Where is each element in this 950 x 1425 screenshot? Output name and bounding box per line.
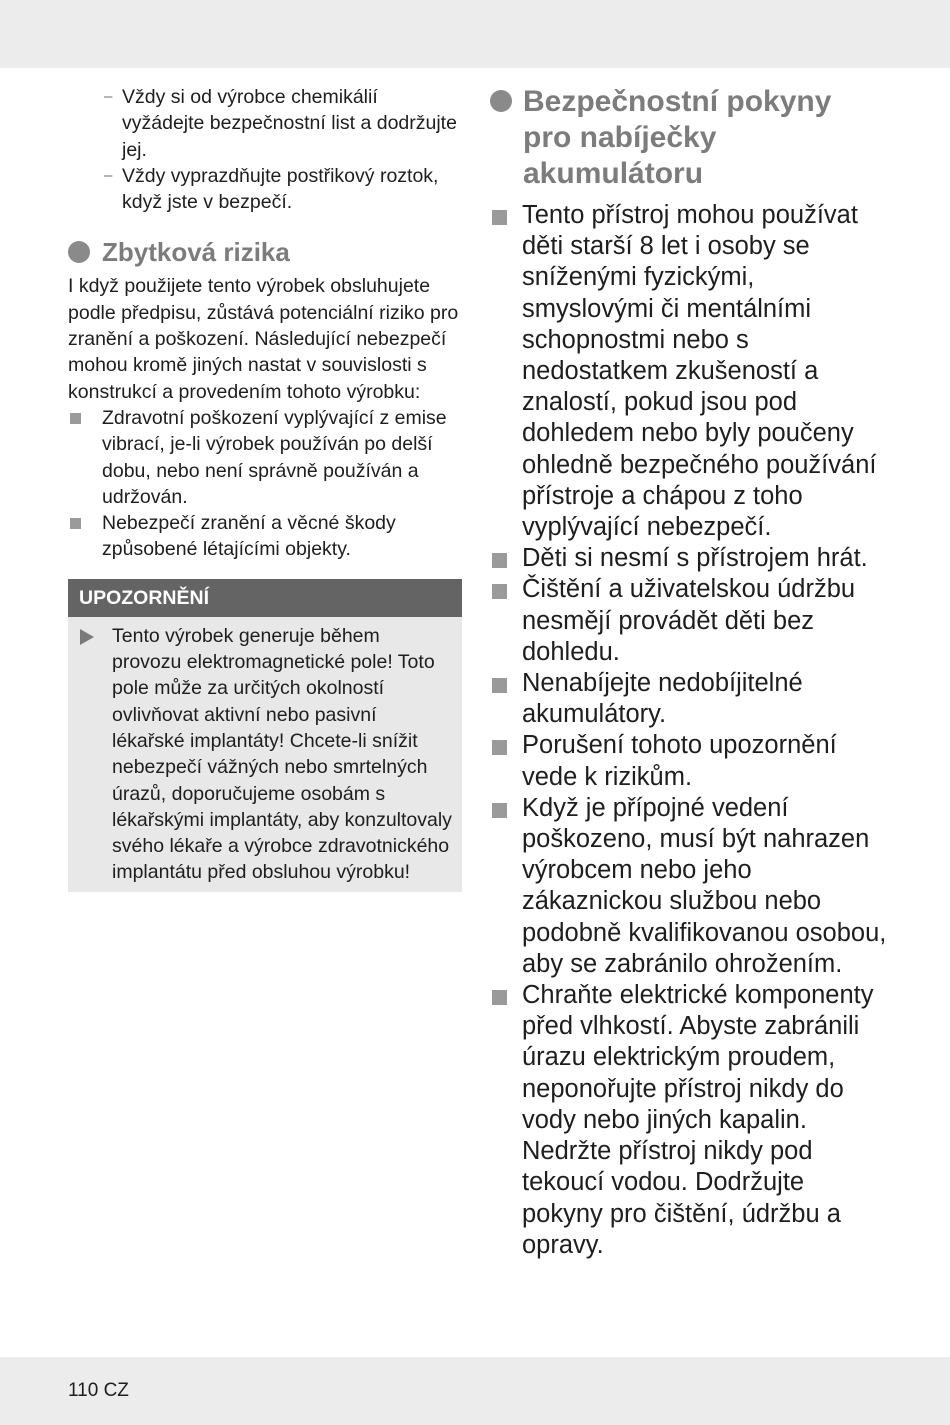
dash-item: – Vždy si od výrobce chemikálií vyžádejte bezpečnostní list a dodržujte jej. (122, 84, 462, 163)
list-item (490, 574, 890, 668)
square-bullet-icon (492, 990, 507, 1005)
heading-bullet-icon (490, 90, 512, 112)
square-bullet-icon (492, 803, 507, 818)
warning-body (68, 617, 462, 892)
list-item-text: Chraňte elektrické komponenty před vlhkostí. Abyste zabránili úrazu elektrickým proudem, neponořujte přístroj nikdy do vody nebo jiných kapalin. Nedržte přístroj nikdy pod tekoucí vodou. Dodržujte pokyny pro čištění, údržbu a opravy. (522, 981, 874, 1259)
triangle-bullet-icon (80, 629, 94, 645)
section-heading-charger-safety (490, 84, 890, 192)
list-item-text: Děti si nesmí s přístrojem hrát. (522, 544, 868, 573)
dash-item: – Vždy vyprazdňujte postřikový roztok, když jste v bezpečí. (122, 163, 462, 216)
section-heading-text: Bezpečnostní pokyny pro nabíječky akumulátoru (523, 85, 832, 190)
square-bullet-icon (492, 678, 507, 693)
list-item-text: Tento přístroj mohou používat děti starší 8 let i osoby se sníženými fyzickými, smyslovými či mentálními schopnostmi nebo s nedostatkem zkušeností a znalostí, pokud jsou pod dohledem nebo byly poučeny ohledně bezpečného používání přístroje a chápou z toho vyplývající nebezpečí. (522, 201, 877, 542)
list-item (68, 405, 462, 510)
list-item-text: Čištění a uživatelskou údržbu nesmějí provádět děti bez dohledu. (522, 575, 856, 666)
list-item-text: Nenabíjejte nedobíjitelné akumulátory. (522, 669, 803, 729)
charger-safety-list (490, 200, 890, 1261)
list-item (490, 793, 890, 980)
page-number: 110 CZ (68, 1380, 129, 1401)
list-item (490, 543, 890, 574)
square-bullet-icon (492, 584, 507, 599)
dash-list (68, 84, 462, 215)
square-bullet-icon (492, 740, 507, 755)
right-column (490, 84, 890, 1261)
list-item (490, 200, 890, 543)
list-item-text: Porušení tohoto upozornění vede k rizikům. (522, 731, 837, 791)
page-header-band (0, 0, 950, 68)
left-column (68, 84, 462, 892)
section-heading-residual-risks (68, 235, 462, 269)
list-item (490, 730, 890, 792)
list-item-text: Když je přípojné vedení poškozeno, musí být nahrazen výrobcem nebo jeho zákaznickou službou nebo podobně kvalifikovanou osobou, aby se zabránilo ohrožením. (522, 793, 887, 978)
list-item-text: Zdravotní poškození vyplývající z emise vibrací, je-li výrobek používán po delší dobu, nebo není správně používán a udržován. (102, 406, 447, 508)
square-bullet-icon (492, 210, 507, 225)
square-bullet-icon (70, 413, 81, 424)
page-footer-band (0, 1357, 950, 1425)
square-bullet-icon (492, 553, 507, 568)
list-item (490, 668, 890, 730)
residual-paragraph: I když použijete tento výrobek obsluhujete podle předpisu, zůstává potenciální riziko pro zranění a poškození. Následující nebezpečí mohou kromě jiných nastat v souvislosti s konstrukcí a provedením tohoto výrobku: (68, 275, 459, 403)
warning-text: Tento výrobek generuje během provozu elektromagnetické pole! Toto pole může za určitých okolností ovlivňovat aktivní nebo pasivní lékařské implantáty! Chcete-li snížit nebezpečí vážných nebo smrtelných úrazů, doporučujeme osobám s lékařskými implantáty, aby konzultovaly svého lékaře a výrobce zdravotnického implantátu před obsluhou výrobku! (112, 624, 452, 884)
warning-title: UPOZORNĚNÍ (68, 579, 462, 617)
list-item-text: Nebezpečí zranění a věcné škody způsobené létajícími objekty. (102, 512, 396, 561)
list-item (490, 980, 890, 1261)
list-item (68, 510, 462, 563)
heading-bullet-icon (68, 241, 90, 263)
warning-box (68, 579, 462, 892)
section-heading-text: Zbytková rizika (102, 237, 290, 268)
residual-risk-list (68, 405, 462, 563)
square-bullet-icon (70, 518, 81, 529)
